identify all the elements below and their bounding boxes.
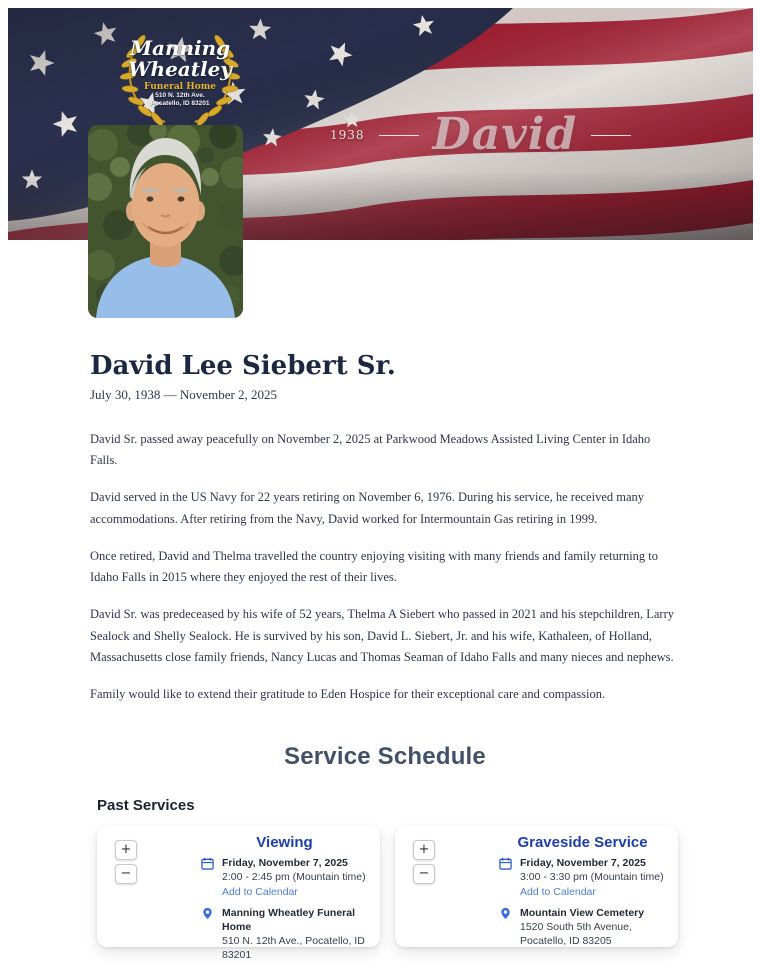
divider-line (379, 135, 419, 136)
service-venue: Manning Wheatley Funeral Home (222, 907, 356, 934)
birth-year: 1938 (330, 128, 365, 142)
portrait-photo (88, 125, 243, 318)
divider-line (591, 135, 631, 136)
service-schedule-title: Service Schedule (284, 743, 486, 771)
add-to-calendar-link[interactable]: Add to Calendar (222, 886, 298, 899)
service-card-viewing (97, 826, 380, 962)
map-canvas[interactable] (395, 826, 499, 947)
service-date: Friday, November 7, 2025 (222, 857, 348, 870)
location-pin-icon (201, 906, 214, 962)
service-time: 3:00 - 3:30 pm (Mountain time) (520, 871, 664, 884)
map-zoom-in-button[interactable]: + (115, 840, 137, 860)
obituary-paragraph: David Sr. passed away peacefully on November 2, 2025 at Parkwood Meadows Assisted Living Center in Idaho Falls. (90, 431, 651, 468)
add-to-calendar-link[interactable]: Add to Calendar (520, 886, 596, 899)
service-cards (97, 826, 680, 962)
map-zoom-control (115, 840, 137, 884)
obituary-paragraph: David Sr. was predeceased by his wife of 52 years, Thelma A Siebert who passed in 2021 and his stepchildren, Larry Sealock and Shelly Sealock. He is survived by his son, David L. Siebert, Jr. and his wife, Kathaleen, of Holland, Massachusetts close family friends, Nancy Lucas and Thomas Seaman of Idaho Falls and many nieces and nephews. (90, 607, 675, 664)
life-dates: July 30, 1938 — November 2, 2025 (90, 386, 278, 402)
map-zoom-control (413, 840, 435, 884)
logo-subtitle: Funeral Home (144, 82, 216, 92)
portrait-illustration (88, 125, 243, 318)
obituary-paragraph: Family would like to extend their gratitude to Eden Hospice for their exceptional care and compassion. (90, 687, 606, 702)
first-name-script: David (432, 109, 578, 160)
service-address: 1520 South 5th Avenue, Pocatello, ID 83205 (520, 921, 632, 948)
obituary-text (90, 429, 680, 706)
logo-address-line2: Pocatello, ID 83201 (150, 100, 210, 107)
obituary-paragraph: Once retired, David and Thelma travelled the country enjoying visiting with many friends and family returning to Idaho Falls in 2015 where they enjoyed the rest of their lives. (90, 548, 659, 585)
service-time: 2:00 - 2:45 pm (Mountain time) (222, 871, 366, 884)
logo-address-line1: 510 N. 12th Ave. (155, 92, 205, 99)
calendar-icon (499, 856, 512, 899)
service-card-graveside (395, 826, 678, 947)
service-title: Viewing (256, 834, 313, 852)
service-address: 510 N. 12th Ave., Pocatello, ID 83201 (222, 935, 365, 962)
map-zoom-out-button[interactable]: − (413, 864, 435, 884)
map-zoom-out-button[interactable]: − (115, 864, 137, 884)
funeral-home-logo (94, 26, 266, 128)
past-services-label: Past Services (97, 797, 195, 815)
obituary-paragraph: David served in the US Navy for 22 years retiring on November 6, 1976. During his service, he received many accommodations. After retiring from the Navy, David worked for Intermountain Gas retiring in 1999. (90, 490, 645, 526)
map-zoom-in-button[interactable]: + (413, 840, 435, 860)
service-date: Friday, November 7, 2025 (520, 857, 646, 870)
page-title: David Lee Siebert Sr. (90, 351, 396, 381)
obituary-section (90, 240, 680, 962)
logo-name-line1: Manning (129, 36, 231, 60)
service-title: Graveside Service (517, 834, 648, 852)
calendar-icon (201, 856, 214, 899)
map-canvas[interactable] (97, 826, 201, 947)
service-venue: Mountain View Cemetery (520, 907, 645, 920)
location-pin-icon (499, 906, 512, 948)
logo-name-line2: Wheatley (128, 57, 232, 81)
service-schedule-section (90, 743, 680, 962)
banner-year-name (330, 106, 631, 164)
